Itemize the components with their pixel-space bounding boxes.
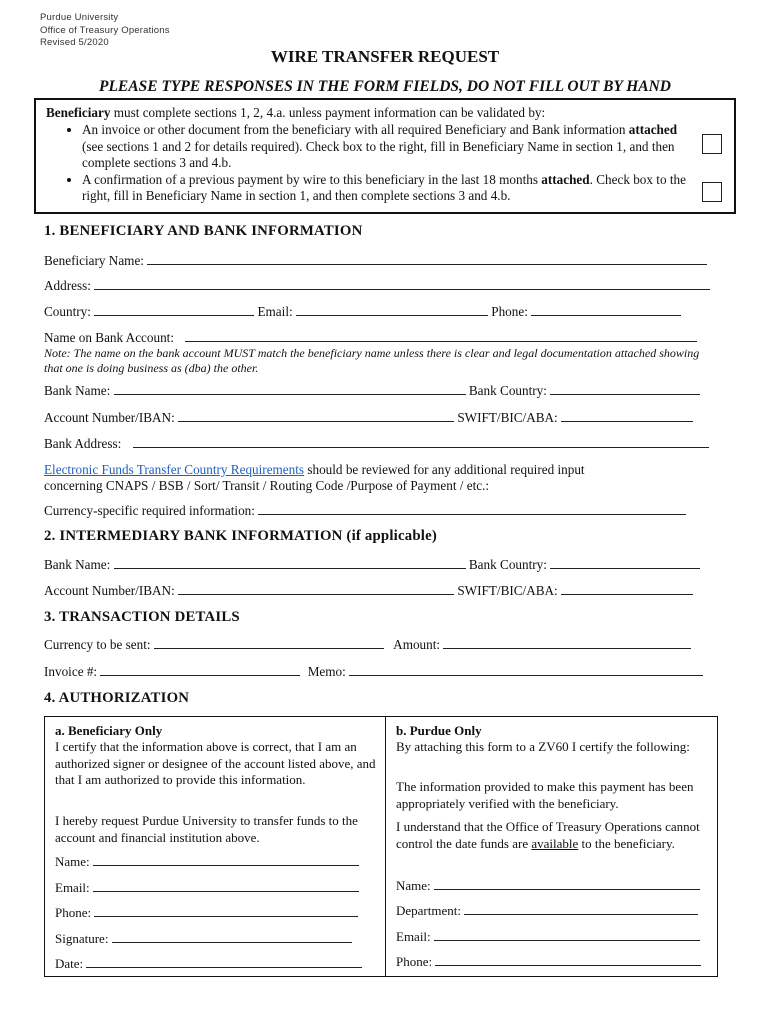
- beneficiary-date-row: Date:: [55, 955, 362, 973]
- auth-phone-field[interactable]: [94, 904, 358, 917]
- auth-date-field[interactable]: [86, 955, 362, 968]
- name-match-note: Note: The name on the bank account MUST match the beneficiary name unless there is clear and legal documentation attached showing that one is doing business as (dba) the other.: [44, 346, 700, 375]
- beneficiary-email-sign-row: Email:: [55, 879, 359, 897]
- section-1-heading: 1. BENEFICIARY AND BANK INFORMATION: [44, 223, 363, 239]
- org-name: Purdue University: [40, 12, 119, 23]
- bank-name-row: Bank Name: Bank Country:: [44, 382, 700, 399]
- revised-date: Revised 5/2020: [40, 37, 109, 48]
- bank-country-field[interactable]: [550, 382, 700, 395]
- purdue-phone-row: Phone:: [396, 953, 701, 971]
- invoice-attached-checkbox[interactable]: [702, 134, 722, 154]
- purdue-email-row: Email:: [396, 928, 700, 946]
- beneficiary-name-field[interactable]: [147, 252, 707, 265]
- eft-requirements-link[interactable]: Electronic Funds Transfer Country Requirements: [44, 462, 305, 477]
- contact-row: Country: Email: Phone:: [44, 303, 681, 320]
- purdue-department-row: Department:: [396, 902, 698, 920]
- amount-field[interactable]: [443, 636, 691, 649]
- purdue-name-row: Name:: [396, 877, 700, 895]
- email-field[interactable]: [296, 303, 488, 316]
- confirmation-attached-checkbox[interactable]: [702, 182, 722, 202]
- purdue-funds-text: I understand that the Office of Treasury Operations cannot control the date funds are available to the beneficiary.: [396, 819, 700, 851]
- instructions-intro: Beneficiary must complete sections 1, 2, 4.a. unless payment information can be validated by:: [46, 105, 546, 120]
- eft-requirements-row: Electronic Funds Transfer Country Requirements should be reviewed for any additional required input: [44, 462, 585, 477]
- auth-name-field[interactable]: [93, 853, 359, 866]
- account-number-field[interactable]: [178, 409, 454, 422]
- section-2-heading: 2. INTERMEDIARY BANK INFORMATION (if applicable): [44, 528, 437, 544]
- purdue-department-field[interactable]: [464, 902, 698, 915]
- purdue-verified-text: The information provided to make this payment has been appropriately verified with the beneficiary.: [396, 779, 694, 811]
- instruction-invoice: • An invoice or other document from the beneficiary with all required Beneficiary and Bank information attached (see sections 1 and 2 for details required). Check box to the right, fill in Beneficiary Name in section 1, and then complete sections 3 and 4.b.: [82, 122, 692, 172]
- purdue-phone-field[interactable]: [435, 953, 701, 966]
- form-title: WIRE TRANSFER REQUEST: [270, 47, 500, 66]
- beneficiary-name-row: Beneficiary Name:: [44, 252, 707, 269]
- auth-signature-field[interactable]: [112, 930, 352, 943]
- instruction-confirmation: • A confirmation of a previous payment by wire to this beneficiary in the last 18 months attached. Check box to the right, fill in Beneficiary Name in section 1, and then complete sections 3 and 4.b.: [82, 172, 692, 205]
- beneficiary-request-text: I hereby request Purdue University to transfer funds to the account and financial institution above.: [55, 813, 358, 845]
- form-header: [40, 12, 170, 50]
- phone-field[interactable]: [531, 303, 681, 316]
- name-on-account-row: Name on Bank Account:: [44, 329, 697, 346]
- intermediary-bank-name-row: Bank Name: Bank Country:: [44, 556, 700, 573]
- instructions-list: [46, 122, 692, 205]
- intermediary-account-row: Account Number/IBAN: SWIFT/BIC/ABA:: [44, 582, 693, 599]
- auth-email-field[interactable]: [93, 879, 359, 892]
- purdue-only-heading: b. Purdue Only: [396, 723, 482, 738]
- purdue-certify-text: By attaching this form to a ZV60 I certify the following:: [396, 739, 690, 754]
- beneficiary-only-heading: a. Beneficiary Only: [55, 723, 163, 738]
- instructions-box: [34, 98, 736, 214]
- beneficiary-certify-text: I certify that the information above is correct, that I am an authorized signer or designee of the account listed above, and that I am authorized to provide this information.: [55, 739, 376, 787]
- authorization-box: [44, 716, 718, 977]
- account-number-row: Account Number/IBAN: SWIFT/BIC/ABA:: [44, 409, 693, 426]
- address-field[interactable]: [94, 277, 710, 290]
- bank-address-field[interactable]: [133, 435, 709, 448]
- section-3-heading: 3. TRANSACTION DETAILS: [44, 609, 240, 625]
- form-subtitle: PLEASE TYPE RESPONSES IN THE FORM FIELDS, DO NOT FILL OUT BY HAND: [99, 78, 671, 95]
- currency-specific-row: Currency-specific required information:: [44, 502, 686, 519]
- bank-name-field[interactable]: [114, 382, 466, 395]
- intermediary-account-field[interactable]: [178, 582, 454, 595]
- purdue-email-field[interactable]: [434, 928, 700, 941]
- bank-address-row: Bank Address:: [44, 435, 709, 452]
- invoice-field[interactable]: [100, 663, 300, 676]
- eft-requirements-line2: concerning CNAPS / BSB / Sort/ Transit / Routing Code /Purpose of Payment / etc.:: [44, 478, 490, 493]
- intermediary-bank-country-field[interactable]: [550, 556, 700, 569]
- currency-field[interactable]: [154, 636, 384, 649]
- invoice-memo-row: Invoice #: Memo:: [44, 663, 703, 680]
- currency-amount-row: Currency to be sent: Amount:: [44, 636, 691, 653]
- beneficiary-signature-row: Signature:: [55, 930, 352, 948]
- beneficiary-name-sign-row: Name:: [55, 853, 359, 871]
- beneficiary-authorization: [45, 717, 386, 976]
- address-row: Address:: [44, 277, 710, 294]
- swift-field[interactable]: [561, 409, 693, 422]
- section-4-heading: 4. AUTHORIZATION: [44, 690, 190, 706]
- beneficiary-phone-sign-row: Phone:: [55, 904, 358, 922]
- office-name: Office of Treasury Operations: [40, 24, 170, 36]
- currency-specific-field[interactable]: [258, 502, 686, 515]
- purdue-authorization: [386, 717, 717, 976]
- purdue-name-field[interactable]: [434, 877, 700, 890]
- memo-field[interactable]: [349, 663, 703, 676]
- intermediary-bank-name-field[interactable]: [114, 556, 466, 569]
- name-on-account-field[interactable]: [185, 329, 697, 342]
- country-field[interactable]: [94, 303, 254, 316]
- intermediary-swift-field[interactable]: [561, 582, 693, 595]
